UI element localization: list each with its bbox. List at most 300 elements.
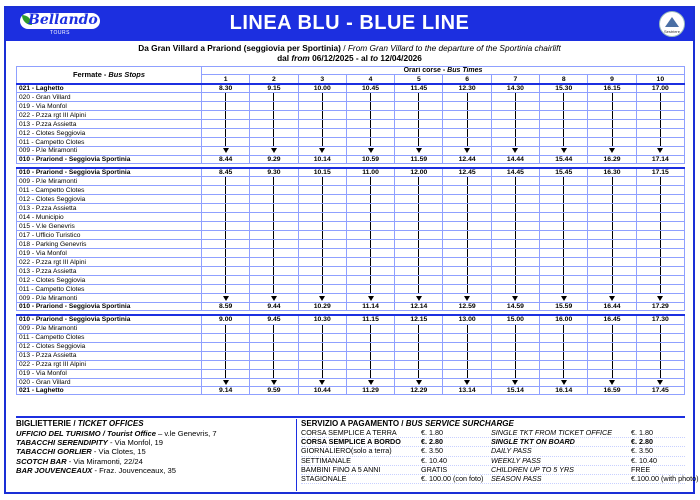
route-line: [250, 267, 298, 276]
arrival-time: 8.59: [202, 302, 250, 310]
ticket-office: TABACCHI SERENDIPITY - Via Monfol, 19: [16, 438, 163, 448]
run-number: 5: [395, 75, 443, 84]
route-line: [250, 324, 298, 333]
stop-name: 012 - Clotes Seggiovia: [17, 342, 202, 351]
departure-time: 10.15: [298, 168, 346, 177]
departure-time: 12.00: [395, 168, 443, 177]
route-line: [202, 285, 250, 294]
route-line: [636, 369, 684, 378]
arrival-time: 8.44: [202, 155, 250, 163]
down-arrow-icon: [512, 296, 518, 301]
route-line: [395, 324, 443, 333]
route-line: [202, 324, 250, 333]
departure-time: 12.30: [443, 84, 491, 93]
table-row: [17, 258, 685, 267]
table-row: [17, 213, 685, 222]
down-arrow-icon: [223, 380, 229, 385]
table-row: [17, 324, 685, 333]
route-line: [298, 111, 346, 120]
down-arrow-icon: [657, 296, 663, 301]
stop-name: 013 - P.zza Assietta: [17, 204, 202, 213]
fare-en: WEEKLY PASS: [491, 455, 541, 465]
arrival-time: 14.59: [491, 302, 539, 310]
route-line: [346, 249, 394, 258]
departure-time: 16.00: [540, 315, 588, 324]
down-arrow-icon: [271, 380, 277, 385]
route-line: [395, 333, 443, 342]
route-line: [346, 378, 394, 386]
route-line: [491, 111, 539, 120]
sestriere-seal-icon: Sestriere: [659, 11, 685, 37]
departure-time: 14.45: [491, 168, 539, 177]
route-line: [250, 333, 298, 342]
stop-name: 021 - Laghetto: [17, 84, 202, 93]
stop-name: 009 - P.le Miramonti: [17, 147, 202, 155]
route-line: [250, 195, 298, 204]
route-line: [346, 138, 394, 147]
route-line: [346, 222, 394, 231]
down-arrow-icon: [464, 380, 470, 385]
route-line: [540, 324, 588, 333]
fare-en: SINGLE TKT ON BOARD: [491, 437, 575, 447]
stop-name: 013 - P.zza Assietta: [17, 351, 202, 360]
route-line: [443, 177, 491, 186]
stop-name: 010 - Prariond - Seggiovia Sportinia: [17, 315, 202, 324]
route-line: [395, 276, 443, 285]
route-line: [346, 240, 394, 249]
route-line: [395, 204, 443, 213]
departure-time: 11.00: [346, 168, 394, 177]
route-line: [395, 120, 443, 129]
stop-name: 019 - Via Monfol: [17, 369, 202, 378]
route-line: [443, 222, 491, 231]
route-line: [491, 249, 539, 258]
departure-time: 15.00: [491, 315, 539, 324]
route-line: [540, 294, 588, 302]
table-row: [17, 302, 685, 310]
page-title: LINEA BLU - BLUE LINE: [229, 12, 470, 34]
route-line: [298, 294, 346, 302]
arrival-time: 9.29: [250, 155, 298, 163]
route-line: [636, 324, 684, 333]
route-line: [588, 222, 636, 231]
route-line: [540, 102, 588, 111]
stop-name: 010 - Prariond - Seggiovia Sportinia: [17, 155, 202, 163]
route-line: [588, 360, 636, 369]
times-header: Orari corse - Bus Times: [202, 67, 685, 75]
arrival-time: 15.59: [540, 302, 588, 310]
route-line: [346, 120, 394, 129]
route-line: [250, 111, 298, 120]
route-line: [202, 267, 250, 276]
route-line: [395, 147, 443, 155]
route-line: [636, 378, 684, 386]
stop-name: 013 - P.zza Assietta: [17, 267, 202, 276]
route-line: [443, 333, 491, 342]
fare-it: SETTIMANALE: [301, 455, 351, 465]
price-it: €. 3.50: [421, 446, 443, 456]
route-line: [395, 177, 443, 186]
fare-it: STAGIONALE: [301, 473, 347, 483]
route-line: [491, 102, 539, 111]
arrival-time: 17.14: [636, 155, 684, 163]
arrival-time: 11.59: [395, 155, 443, 163]
route-line: [636, 360, 684, 369]
down-arrow-icon: [464, 148, 470, 153]
timetable-sheet: [4, 6, 699, 494]
route-line: [395, 231, 443, 240]
route-line: [250, 360, 298, 369]
route-line: [540, 204, 588, 213]
stop-name: 017 - Ufficio Turistico: [17, 231, 202, 240]
route-line: [540, 360, 588, 369]
stop-name: 014 - Municipio: [17, 213, 202, 222]
route-line: [298, 213, 346, 222]
route-line: [250, 342, 298, 351]
route-line: [346, 204, 394, 213]
route-line: [588, 213, 636, 222]
route-line: [588, 147, 636, 155]
route-line: [298, 276, 346, 285]
route-line: [540, 231, 588, 240]
route-line: [588, 120, 636, 129]
table-row: [17, 177, 685, 186]
route-line: [202, 195, 250, 204]
table-row: [17, 168, 685, 177]
route-line: [443, 204, 491, 213]
route-line: [588, 177, 636, 186]
route-line: [346, 258, 394, 267]
run-number: 6: [443, 75, 491, 84]
route-line: [346, 360, 394, 369]
down-arrow-icon: [368, 296, 374, 301]
route-line: [250, 147, 298, 155]
route-line: [346, 186, 394, 195]
route-line: [298, 147, 346, 155]
table-row: [17, 231, 685, 240]
fare-en: DAILY PASS: [491, 446, 532, 456]
route-line: [298, 285, 346, 294]
route-line: [540, 240, 588, 249]
down-arrow-icon: [223, 296, 229, 301]
route-line: [202, 111, 250, 120]
run-number: 7: [491, 75, 539, 84]
route-line: [298, 342, 346, 351]
route-line: [395, 294, 443, 302]
table-row: [17, 315, 685, 324]
route-line: [346, 213, 394, 222]
route-line: [636, 204, 684, 213]
down-arrow-icon: [657, 380, 663, 385]
table-row: [17, 204, 685, 213]
route-line: [443, 111, 491, 120]
route-line: [395, 222, 443, 231]
route-line: [588, 186, 636, 195]
route-line: [588, 276, 636, 285]
route-line: [588, 231, 636, 240]
route-line: [636, 111, 684, 120]
route-line: [636, 258, 684, 267]
route-line: [443, 285, 491, 294]
route-line: [443, 120, 491, 129]
route-line: [202, 204, 250, 213]
table-row: [17, 378, 685, 386]
down-arrow-icon: [512, 148, 518, 153]
table-row: [17, 186, 685, 195]
table-row: [17, 129, 685, 138]
fare-it: GIORNALIERO(solo a terra): [301, 446, 392, 456]
price-it: €. 100.00 (con foto): [421, 473, 484, 483]
route-line: [491, 360, 539, 369]
route-line: [540, 186, 588, 195]
price-en: €. 2.80: [631, 437, 653, 447]
stop-name: 012 - Clotes Seggiovia: [17, 195, 202, 204]
route-line: [395, 186, 443, 195]
table-row: [17, 333, 685, 342]
route-line: [588, 294, 636, 302]
fare-it: CORSA SEMPLICE A BORDO: [301, 437, 401, 447]
departure-time: 9.00: [202, 315, 250, 324]
route-line: [298, 369, 346, 378]
arrival-time: 14.44: [491, 155, 539, 163]
price-en: FREE: [631, 464, 651, 474]
route-line: [636, 276, 684, 285]
table-row: [17, 240, 685, 249]
departure-time: 16.45: [588, 315, 636, 324]
route-line: [588, 93, 636, 102]
run-number: 9: [588, 75, 636, 84]
route-line: [298, 249, 346, 258]
arrival-time: 10.44: [298, 386, 346, 394]
down-arrow-icon: [561, 380, 567, 385]
route-line: [250, 249, 298, 258]
route-line: [588, 204, 636, 213]
down-arrow-icon: [609, 148, 615, 153]
price-it: €. 1.80: [421, 428, 443, 437]
route-line: [491, 129, 539, 138]
route-line: [491, 147, 539, 155]
arrival-time: 12.29: [395, 386, 443, 394]
table-row: [17, 155, 685, 163]
fare-en: SINGLE TKT FROM TICKET OFFICE: [491, 428, 612, 437]
route-line: [298, 378, 346, 386]
route-line: [395, 93, 443, 102]
route-line: [588, 195, 636, 204]
route-line: [443, 342, 491, 351]
route-line: [491, 258, 539, 267]
route-line: [346, 93, 394, 102]
route-line: [395, 213, 443, 222]
arrival-time: 13.14: [443, 386, 491, 394]
stop-name: 020 - Gran Villard: [17, 378, 202, 386]
route-line: [202, 240, 250, 249]
price-row: [301, 473, 699, 484]
route-line: [250, 204, 298, 213]
arrival-time: 10.59: [346, 155, 394, 163]
header-bar: [6, 8, 693, 41]
route-line: [202, 342, 250, 351]
ticket-offices: BIGLIETTERIE / TICKET OFFICES UFFICIO DEL TURISMO / Tourist Office – v.le Genevris, 7 TABACCHI SERENDIPITY - Via Monfol, 19 TABACCHI GORLIER - Via Clotes, 15 SCOTCH BAR - Via Miramonti, 22/24 BAR JOUVENCEAUX - Fraz. Jouvenceaux, 35: [16, 419, 291, 475]
route-line: [636, 102, 684, 111]
route-line: [588, 333, 636, 342]
route-line: [491, 240, 539, 249]
table-row: [17, 249, 685, 258]
route-line: [540, 129, 588, 138]
timetable: [16, 66, 685, 395]
departure-time: 15.45: [540, 168, 588, 177]
route-line: [250, 120, 298, 129]
route-line: [443, 102, 491, 111]
stop-name: 015 - V.le Genevris: [17, 222, 202, 231]
departure-time: 9.45: [250, 315, 298, 324]
route-line: [298, 186, 346, 195]
route-line: [250, 129, 298, 138]
price-it: €. 2.80: [421, 437, 443, 447]
down-arrow-icon: [319, 296, 325, 301]
down-arrow-icon: [416, 148, 422, 153]
route-line: [250, 93, 298, 102]
stop-name: 011 - Campetto Clotes: [17, 285, 202, 294]
table-row: [17, 147, 685, 155]
route-line: [588, 351, 636, 360]
down-arrow-icon: [368, 380, 374, 385]
route-line: [250, 177, 298, 186]
arrival-time: 16.14: [540, 386, 588, 394]
route-line: [250, 378, 298, 386]
departure-time: 10.45: [346, 84, 394, 93]
route-line: [491, 378, 539, 386]
route-line: [202, 147, 250, 155]
route-line: [491, 195, 539, 204]
footer-info: [16, 416, 699, 492]
route-line: [202, 177, 250, 186]
price-it: €. 10.40: [421, 455, 447, 465]
down-arrow-icon: [609, 296, 615, 301]
table-row: [17, 351, 685, 360]
route-line: [540, 111, 588, 120]
route-line: [588, 249, 636, 258]
route-line: [443, 231, 491, 240]
route-line: [540, 351, 588, 360]
route-line: [298, 267, 346, 276]
down-arrow-icon: [416, 380, 422, 385]
route-line: [298, 138, 346, 147]
route-line: [298, 231, 346, 240]
down-arrow-icon: [416, 296, 422, 301]
down-arrow-icon: [464, 296, 470, 301]
table-row: [17, 267, 685, 276]
route-line: [491, 138, 539, 147]
route-line: [250, 186, 298, 195]
down-arrow-icon: [512, 380, 518, 385]
stop-name: 012 - Clotes Seggiovia: [17, 129, 202, 138]
departure-time: 8.45: [202, 168, 250, 177]
arrival-time: 9.59: [250, 386, 298, 394]
route-line: [491, 93, 539, 102]
route-line: [540, 285, 588, 294]
fare-it: BAMBINI FINO A 5 ANNI: [301, 464, 381, 474]
route-line: [298, 222, 346, 231]
arrival-time: 17.29: [636, 302, 684, 310]
route-line: [202, 102, 250, 111]
route-line: [443, 360, 491, 369]
route-line: [346, 147, 394, 155]
route-line: [395, 240, 443, 249]
route-line: [346, 324, 394, 333]
route-line: [346, 276, 394, 285]
fare-en: CHILDREN UP TO 5 YRS: [491, 464, 574, 474]
route-line: [588, 240, 636, 249]
route-line: [250, 222, 298, 231]
route-line: [588, 267, 636, 276]
table-row: [17, 120, 685, 129]
route-line: [202, 120, 250, 129]
route-line: [540, 222, 588, 231]
fare-en: SEASON PASS: [491, 473, 542, 483]
route-line: [202, 129, 250, 138]
route-line: [202, 369, 250, 378]
table-row: [17, 285, 685, 294]
route-line: [395, 249, 443, 258]
down-arrow-icon: [609, 380, 615, 385]
route-line: [540, 213, 588, 222]
stops-header: Fermate - Bus Stops: [17, 67, 202, 84]
stop-name: 011 - Campetto Clotes: [17, 186, 202, 195]
departure-time: 10.30: [298, 315, 346, 324]
down-arrow-icon: [319, 148, 325, 153]
route-line: [298, 177, 346, 186]
departure-time: 17.15: [636, 168, 684, 177]
route-line: [540, 249, 588, 258]
route-line: [395, 195, 443, 204]
ticket-office: TABACCHI GORLIER - Via Clotes, 15: [16, 447, 146, 457]
departure-time: 17.30: [636, 315, 684, 324]
route-line: [298, 120, 346, 129]
route-line: [443, 147, 491, 155]
stop-name: 019 - Via Monfol: [17, 102, 202, 111]
route-line: [443, 294, 491, 302]
departure-time: 11.15: [346, 315, 394, 324]
route-line: [491, 276, 539, 285]
stop-name: 019 - Via Monfol: [17, 249, 202, 258]
route-line: [202, 186, 250, 195]
stop-name: 009 - P.le Miramonti: [17, 177, 202, 186]
stop-name: 012 - Clotes Seggiovia: [17, 276, 202, 285]
route-line: [540, 258, 588, 267]
route-line: [395, 342, 443, 351]
arrival-time: 15.14: [491, 386, 539, 394]
route-line: [202, 360, 250, 369]
route-line: [443, 258, 491, 267]
table-row: [17, 102, 685, 111]
route-line: [491, 120, 539, 129]
route-line: [491, 351, 539, 360]
price-en: €. 10.40: [631, 455, 657, 465]
route-line: [298, 195, 346, 204]
route-line: [202, 231, 250, 240]
route-line: [588, 258, 636, 267]
route-line: [588, 324, 636, 333]
route-line: [443, 195, 491, 204]
route-line: [540, 333, 588, 342]
route-line: [491, 213, 539, 222]
departure-time: 16.30: [588, 168, 636, 177]
route-line: [636, 333, 684, 342]
ticket-office: SCOTCH BAR - Via Miramonti, 22/24: [16, 456, 143, 466]
stop-name: 020 - Gran Villard: [17, 93, 202, 102]
route-line: [395, 138, 443, 147]
route-line: [636, 213, 684, 222]
